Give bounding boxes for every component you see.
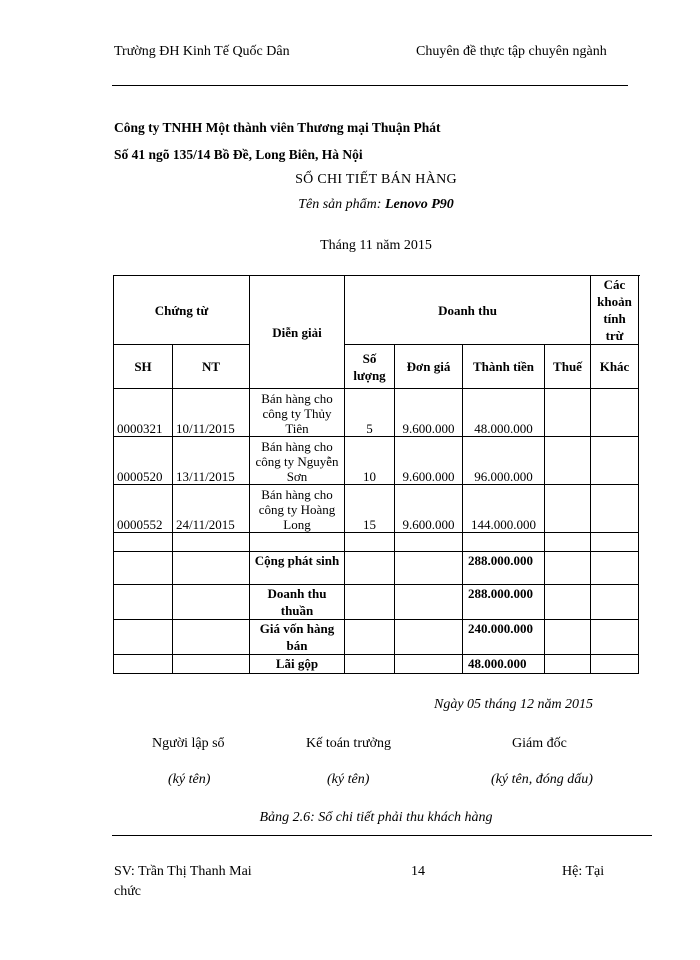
company-name: Công ty TNHH Một thành viên Thương mại Thuận Phát (114, 120, 441, 135)
cell-qty: 5 (345, 389, 395, 437)
total-row (114, 655, 639, 674)
cell-sh: 0000520 (114, 437, 173, 485)
cell-description: Bán hàng cho công ty Hoàng Long (250, 485, 345, 533)
table-caption: Bảng 2.6: Sổ chi tiết phải thu khách hàng (259, 810, 493, 825)
table-row (114, 389, 639, 437)
cell-amount: 48.000.000 (463, 389, 545, 437)
empty-row (114, 533, 639, 552)
total-label: Giá vốn hàng bán (250, 620, 345, 655)
footer-wrap: chức (114, 884, 142, 899)
sales-ledger-table (113, 275, 639, 674)
cell-qty: 10 (345, 437, 395, 485)
total-row (114, 585, 639, 620)
table-row (114, 485, 639, 533)
total-label: Doanh thu thuần (250, 585, 345, 620)
director-sign: (ký tên, đóng dấu) (491, 772, 593, 787)
cell-unit-price: 9.600.000 (395, 437, 463, 485)
footer-page: 14 (411, 864, 425, 879)
cell-sh: 0000321 (114, 389, 173, 437)
cell-nt: 24/11/2015 (173, 485, 250, 533)
cell-tax (545, 437, 591, 485)
chief-accountant-title: Kế toán trưởng (306, 736, 391, 751)
cell-unit-price: 9.600.000 (395, 485, 463, 533)
total-label: Cộng phát sinh (250, 552, 345, 585)
col-revenue: Doanh thu (345, 276, 591, 345)
period: Tháng 11 năm 2015 (320, 238, 432, 253)
signoff-date: Ngày 05 tháng 12 năm 2015 (434, 697, 594, 712)
director-title: Giám đốc (512, 736, 567, 751)
accountant-sign: (ký tên) (327, 772, 370, 787)
header-row-2 (114, 345, 639, 389)
total-amount: 48.000.000 (463, 655, 545, 674)
cell-other (591, 485, 639, 533)
total-row (114, 552, 639, 585)
footer-student: SV: Trần Thị Thanh Mai (114, 864, 252, 879)
col-deductions: Các khoản tính trừ (591, 276, 639, 345)
cell-nt: 13/11/2015 (173, 437, 250, 485)
col-nt: NT (173, 345, 250, 389)
col-amount: Thành tiền (463, 345, 545, 389)
col-unit-price: Đơn giá (395, 345, 463, 389)
cell-nt: 10/11/2015 (173, 389, 250, 437)
cell-description: Bán hàng cho công ty Nguyễn Sơn (250, 437, 345, 485)
cell-qty: 15 (345, 485, 395, 533)
total-label: Lãi gộp (250, 655, 345, 674)
col-other: Khác (591, 345, 639, 389)
col-description: Diễn giải (250, 276, 345, 389)
total-row (114, 620, 639, 655)
footer-rule (112, 835, 652, 836)
cell-amount: 144.000.000 (463, 485, 545, 533)
cell-tax (545, 485, 591, 533)
col-sh: SH (114, 345, 173, 389)
cell-other (591, 437, 639, 485)
product-label: Tên sản phẩm: (298, 197, 382, 212)
preparer-title: Người lập sổ (152, 736, 225, 751)
cell-tax (545, 389, 591, 437)
cell-amount: 96.000.000 (463, 437, 545, 485)
product-name: Lenovo P90 (384, 197, 454, 212)
col-voucher: Chứng từ (114, 276, 250, 345)
product-line (114, 197, 638, 213)
company-address: Số 41 ngõ 135/14 Bồ Đề, Long Biên, Hà Nội (114, 147, 363, 162)
preparer-sign: (ký tên) (168, 772, 211, 787)
header-left: Trường ĐH Kinh Tế Quốc Dân (114, 44, 290, 59)
ledger-title: SỔ CHI TIẾT BÁN HÀNG (295, 172, 457, 187)
col-qty: Số lượng (345, 345, 395, 389)
total-amount: 288.000.000 (463, 552, 545, 585)
header-right: Chuyên đề thực tập chuyên ngành (416, 44, 607, 59)
header-row-1 (114, 276, 639, 345)
cell-description: Bán hàng cho công ty Thủy Tiên (250, 389, 345, 437)
total-amount: 288.000.000 (463, 585, 545, 620)
cell-sh: 0000552 (114, 485, 173, 533)
col-tax: Thuế (545, 345, 591, 389)
header-rule (112, 85, 628, 86)
cell-other (591, 389, 639, 437)
cell-unit-price: 9.600.000 (395, 389, 463, 437)
table-row (114, 437, 639, 485)
footer-system: Hệ: Tại (562, 864, 605, 879)
total-amount: 240.000.000 (463, 620, 545, 655)
